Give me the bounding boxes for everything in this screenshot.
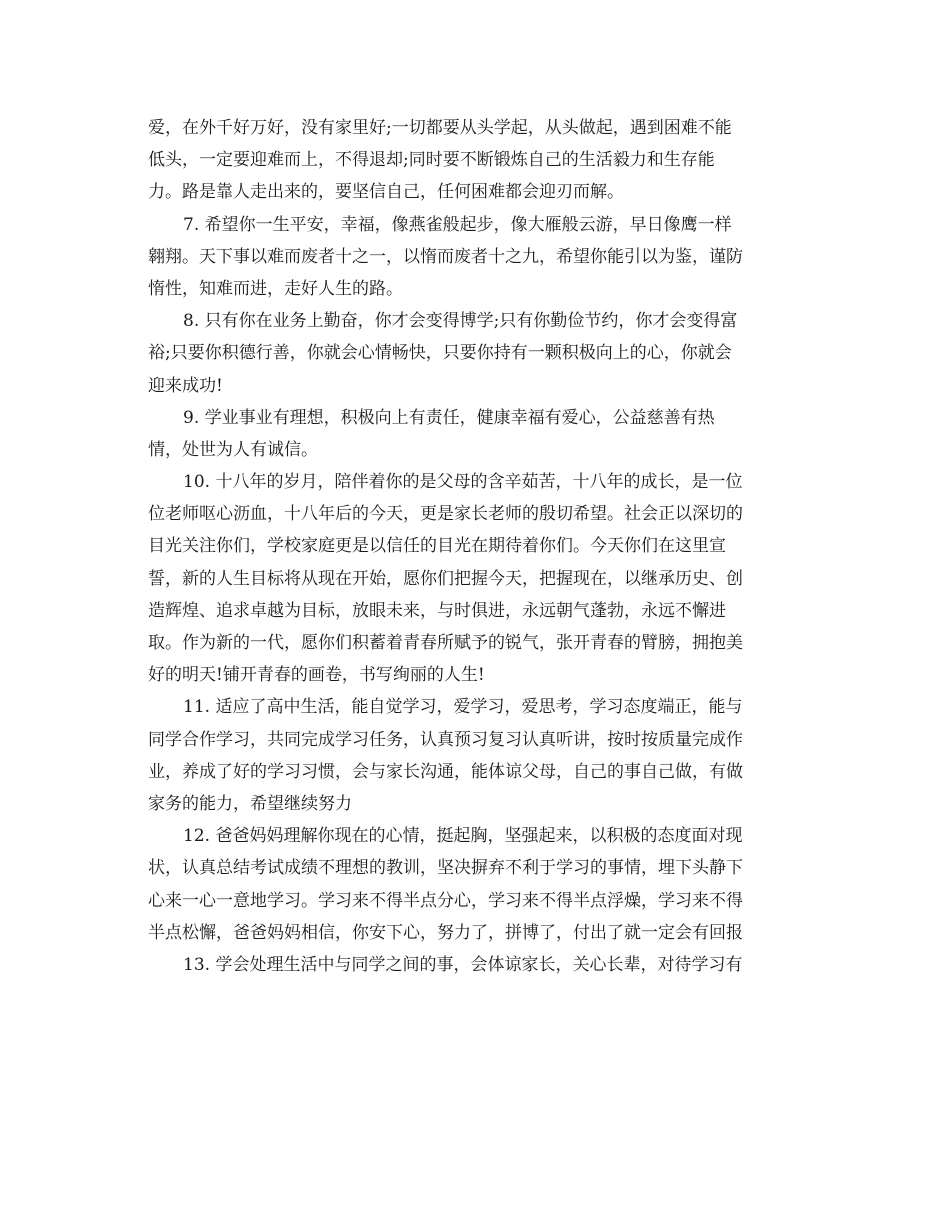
text-line: 业，养成了好的学习习惯，会与家长沟通，能体谅父母，自己的事自己做，有做 <box>148 761 743 782</box>
text-line: 裕;只要你积德行善，你就会心情畅快，只要你持有一颗积极向上的心，你就会 <box>148 343 732 364</box>
text-line: 家务的能力，希望继续努力 <box>148 793 352 814</box>
text-line: 好的明天!铺开青春的画卷，书写绚丽的人生! <box>148 665 485 686</box>
text-line: 翱翔。天下事以难而废者十之一，以惰而废者十之九，希望你能引以为鉴，谨防 <box>148 246 743 267</box>
text-line: 爱，在外千好万好，没有家里好;一切都要从头学起，从头做起，遇到困难不能 <box>148 118 732 138</box>
text-line: 取。作为新的一代，愿你们积蓄着青春所赋予的锐气，张开青春的臂膀，拥抱美 <box>148 633 743 653</box>
text-line: 惰性，知难而进，走好人生的路。 <box>148 278 403 299</box>
document-body <box>148 112 803 981</box>
text-line: 9. 学业事业有理想，积极向上有责任，健康幸福有爱心，公益慈善有热 <box>183 407 715 428</box>
text-line: 半点松懈，爸爸妈妈相信，你安下心，努力了，拼博了，付出了就一定会有回报 <box>148 922 743 943</box>
text-line: 情，处世为人有诚信。 <box>148 439 318 460</box>
paragraph <box>148 112 803 209</box>
text-line: 12. 爸爸妈妈理解你现在的心情，挺起胸，坚强起来，以积极的态度面对现 <box>183 826 743 847</box>
text-line: 力。路是靠人走出来的，要坚信自己，任何困难都会迎刃而解。 <box>148 182 624 203</box>
text-line: 誓，新的人生目标将从现在开始，愿你们把握今天，把握现在，以继承历史、创 <box>148 568 743 589</box>
paragraph <box>148 466 803 691</box>
text-line: 7. 希望你一生平安，幸福，像燕雀般起步，像大雁般云游，早日像鹰一样 <box>183 214 732 235</box>
text-line: 11. 适应了高中生活，能自觉学习，爱学习，爱思考，学习态度端正，能与 <box>183 697 743 718</box>
paragraph <box>148 305 803 402</box>
text-line: 迎来成功! <box>148 375 223 396</box>
text-line: 8. 只有你在业务上勤奋，你才会变得博学;只有你勤俭节约，你才会变得富 <box>183 311 738 332</box>
text-line: 低头，一定要迎难而上，不得退却;同时要不断锻炼自己的生活毅力和生存能 <box>148 150 715 171</box>
text-line: 13. 学会处理生活中与同学之间的事，会体谅家长，关心长辈，对待学习有 <box>183 954 743 975</box>
text-line: 心来一心一意地学习。学习来不得半点分心，学习来不得半点浮燥，学习来不得 <box>148 890 743 911</box>
text-line: 同学合作学习，共同完成学习任务，认真预习复习认真听讲，按时按质量完成作 <box>148 729 743 750</box>
paragraph <box>148 209 803 306</box>
text-line: 位老师呕心沥血，十八年后的今天，更是家长老师的殷切希望。社会正以深切的 <box>148 504 743 525</box>
text-line: 造辉煌、追求卓越为目标，放眼未来，与时俱进，永远朝气蓬勃，永远不懈进 <box>148 600 726 621</box>
paragraph <box>148 402 803 466</box>
text-line: 状，认真总结考试成绩不理想的教训，坚决摒弃不利于学习的事情，埋下头静下 <box>148 858 743 879</box>
paragraph <box>148 691 803 820</box>
paragraph <box>148 820 803 949</box>
text-line: 目光关注你们，学校家庭更是以信任的目光在期待着你们。今天你们在这里宣 <box>148 536 726 557</box>
text-line: 10. 十八年的岁月，陪伴着你的是父母的含辛茹苦，十八年的成长，是一位 <box>183 472 743 493</box>
paragraph <box>148 949 803 981</box>
